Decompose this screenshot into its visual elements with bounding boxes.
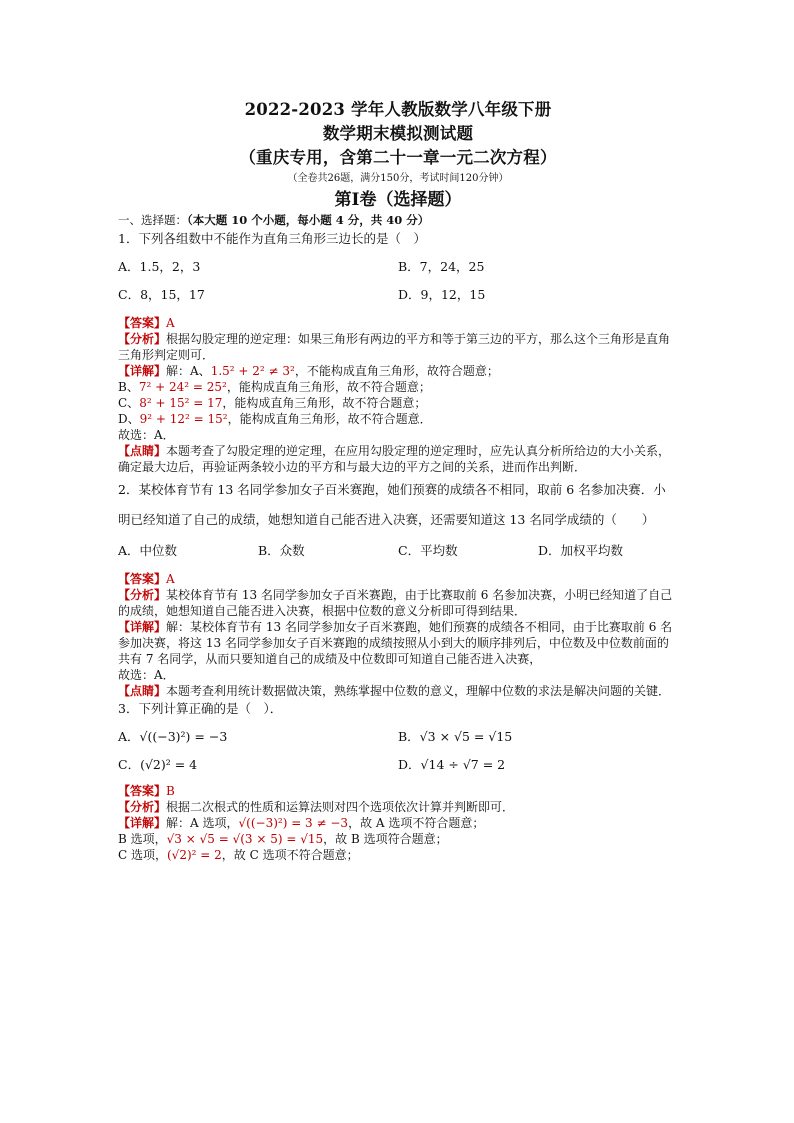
detail-d-pre: D、 xyxy=(118,412,140,426)
answer-value: B xyxy=(166,784,175,798)
q3-option-a: A．√((−3)²) = −3 xyxy=(118,729,228,744)
q2-review xyxy=(118,683,678,699)
detail-tag: 【详解】 xyxy=(118,816,167,830)
doc-title-line3: （重庆专用，含第二十一章一元二次方程） xyxy=(239,148,557,167)
q1-detail-b xyxy=(118,379,678,395)
q3-detail-c xyxy=(118,847,678,863)
q3-detail-b xyxy=(118,831,678,847)
detail-b-pre: B、 xyxy=(118,380,139,394)
q1-answer xyxy=(118,315,678,331)
q2-choice: 故选：A． xyxy=(118,668,175,682)
q2-option-d: D．加权平均数 xyxy=(538,543,624,558)
review-tag: 【点睛】 xyxy=(118,444,167,458)
answer-value: A xyxy=(166,316,175,330)
answer-tag: 【答案】 xyxy=(118,784,167,798)
q1-review xyxy=(118,443,678,475)
q1-option-b: B．7，24，25 xyxy=(398,259,485,274)
detail-c-math: (√2)² = 2 xyxy=(167,848,222,862)
q3-analysis xyxy=(118,799,678,815)
detail-a-post: ，不能构成直角三角形，故符合题意； xyxy=(294,364,499,378)
q3-option-b: B．√3 × √5 = √15 xyxy=(398,729,513,744)
analysis-tag: 【分析】 xyxy=(118,800,167,814)
detail-c-pre: C、 xyxy=(118,396,140,410)
detail-d-math: 9² + 12² = 15² xyxy=(139,412,228,426)
detail-tag: 【详解】 xyxy=(118,620,167,634)
document-page xyxy=(118,98,678,863)
answer-tag: 【答案】 xyxy=(118,572,167,586)
q2-option-b: B．众数 xyxy=(258,543,305,558)
doc-title-line2: 数学期末模拟测试题 xyxy=(322,124,474,143)
analysis-text: 根据勾股定理的逆定理：如果三角形有两边的平方和等于第三边的平方，那么这个三角形是直角三角形判定则可． xyxy=(118,332,671,362)
q2-analysis xyxy=(118,587,678,619)
q1-option-d: D．9，12，15 xyxy=(398,287,486,302)
exam-note: （全卷共26题，满分150分，考试时间120分钟） xyxy=(287,173,509,184)
q1-stem: 1．下列各组数中不能作为直角三角形三边长的是（ ） xyxy=(118,231,426,246)
q1-detail-c xyxy=(118,395,678,411)
q3-option-c: C．(√2)² = 4 xyxy=(118,757,198,772)
analysis-tag: 【分析】 xyxy=(118,332,167,346)
section-heading xyxy=(118,211,678,229)
detail-a-pre: 解：A 选项， xyxy=(166,816,239,830)
detail-a-math: √((−3)²) = 3 ≠ −3 xyxy=(238,816,349,830)
q2-detail xyxy=(118,619,678,667)
analysis-text: 某校体育节有 13 名同学参加女子百米赛跑，由于比赛取前 6 名参加决赛，小明已经知道了自己的成绩，她想知道自己能否进入决赛，根据中位数的意义分析即可得到结果． xyxy=(118,588,673,618)
detail-b-math: √3 × √5 = √(3 × 5) = √15 xyxy=(166,832,324,846)
analysis-tag: 【分析】 xyxy=(118,588,167,602)
q3-options xyxy=(118,723,678,779)
review-tag: 【点睛】 xyxy=(118,684,167,698)
detail-c-pre: C 选项， xyxy=(118,848,167,862)
q1-option-a: A．1.5，2，3 xyxy=(118,259,201,274)
q2-stem: 2．某校体育节有 13 名同学参加女子百米赛跑，她们预赛的成绩各不相同，取前 6 名参加决赛．小明已经知道了自己的成绩，她想知道自己能否进入决赛，还需要知道这 13 名同学成绩的（ ） xyxy=(118,482,666,527)
q2-option-c: C．平均数 xyxy=(398,543,458,558)
q1-options xyxy=(118,253,678,309)
q1-detail-d xyxy=(118,411,678,427)
doc-title-line1: 2022-2023 学年人教版数学八年级下册 xyxy=(244,100,552,119)
q3-detail-a xyxy=(118,815,678,831)
detail-a-math: 1.5² + 2² ≠ 3² xyxy=(210,364,295,378)
detail-b-post: ，能构成直角三角形，故不符合题意； xyxy=(226,380,431,394)
q2-option-a: A．中位数 xyxy=(118,543,178,558)
detail-c-post: ，能构成直角三角形，故不符合题意； xyxy=(222,396,427,410)
q3-stem: 3．下列计算正确的是（ ）． xyxy=(118,701,283,716)
answer-tag: 【答案】 xyxy=(118,316,167,330)
detail-c-math: 8² + 15² = 17 xyxy=(139,396,223,410)
volume-heading: 第Ⅰ卷（选择题） xyxy=(334,190,462,210)
detail-a-post: ，故 A 选项不符合题意； xyxy=(348,816,485,830)
q1-option-c: C．8，15，17 xyxy=(118,287,205,302)
q2-answer xyxy=(118,571,678,587)
detail-tag: 【详解】 xyxy=(118,364,167,378)
review-text: 本题考查利用统计数据做决策，熟练掌握中位数的意义，理解中位数的求法是解决问题的关键． xyxy=(166,684,671,698)
detail-c-post: ，故 C 选项不符合题意； xyxy=(221,848,359,862)
analysis-text: 根据二次根式的性质和运算法则对四个选项依次计算并判断即可． xyxy=(166,800,515,814)
q3-answer xyxy=(118,783,678,799)
detail-b-post: ，故 B 选项符合题意； xyxy=(323,832,448,846)
q1-analysis xyxy=(118,331,678,363)
q3-option-d: D．√14 ÷ √7 = 2 xyxy=(398,757,506,772)
answer-value: A xyxy=(166,572,175,586)
q2-options xyxy=(118,535,678,567)
section-prefix: 一、选择题： xyxy=(118,213,187,227)
q1-detail-a xyxy=(118,363,678,379)
detail-a-pre: 解：A、 xyxy=(166,364,211,378)
detail-b-math: 7² + 24² = 25² xyxy=(138,380,227,394)
detail-text: 解：某校体育节有 13 名同学参加女子百米赛跑，她们预赛的成绩各不相同，由于比赛取前 6 名参加决赛，将这 13 名同学参加女子百米赛跑的成绩按照从小到大的顺序排列后，中位数及中位数前面的共有 7 名同学，从而只要知道自己的成绩及中位数即可知道自己能否进入决赛， xyxy=(118,620,673,666)
section-detail: （本大题 10 个小题，每小题 4 分，共 40 分） xyxy=(187,213,430,227)
review-text: 本题考查了勾股定理的逆定理，在应用勾股定理的逆定理时，应先认真分析所给边的大小关系，确定最大边后，再验证两条较小边的平方和与最大边的平方之间的关系，进而作出判断． xyxy=(118,444,671,474)
q1-choice: 故选：A． xyxy=(118,428,175,442)
detail-b-pre: B 选项， xyxy=(118,832,167,846)
detail-d-post: ，能构成直角三角形，故不符合题意． xyxy=(227,412,432,426)
